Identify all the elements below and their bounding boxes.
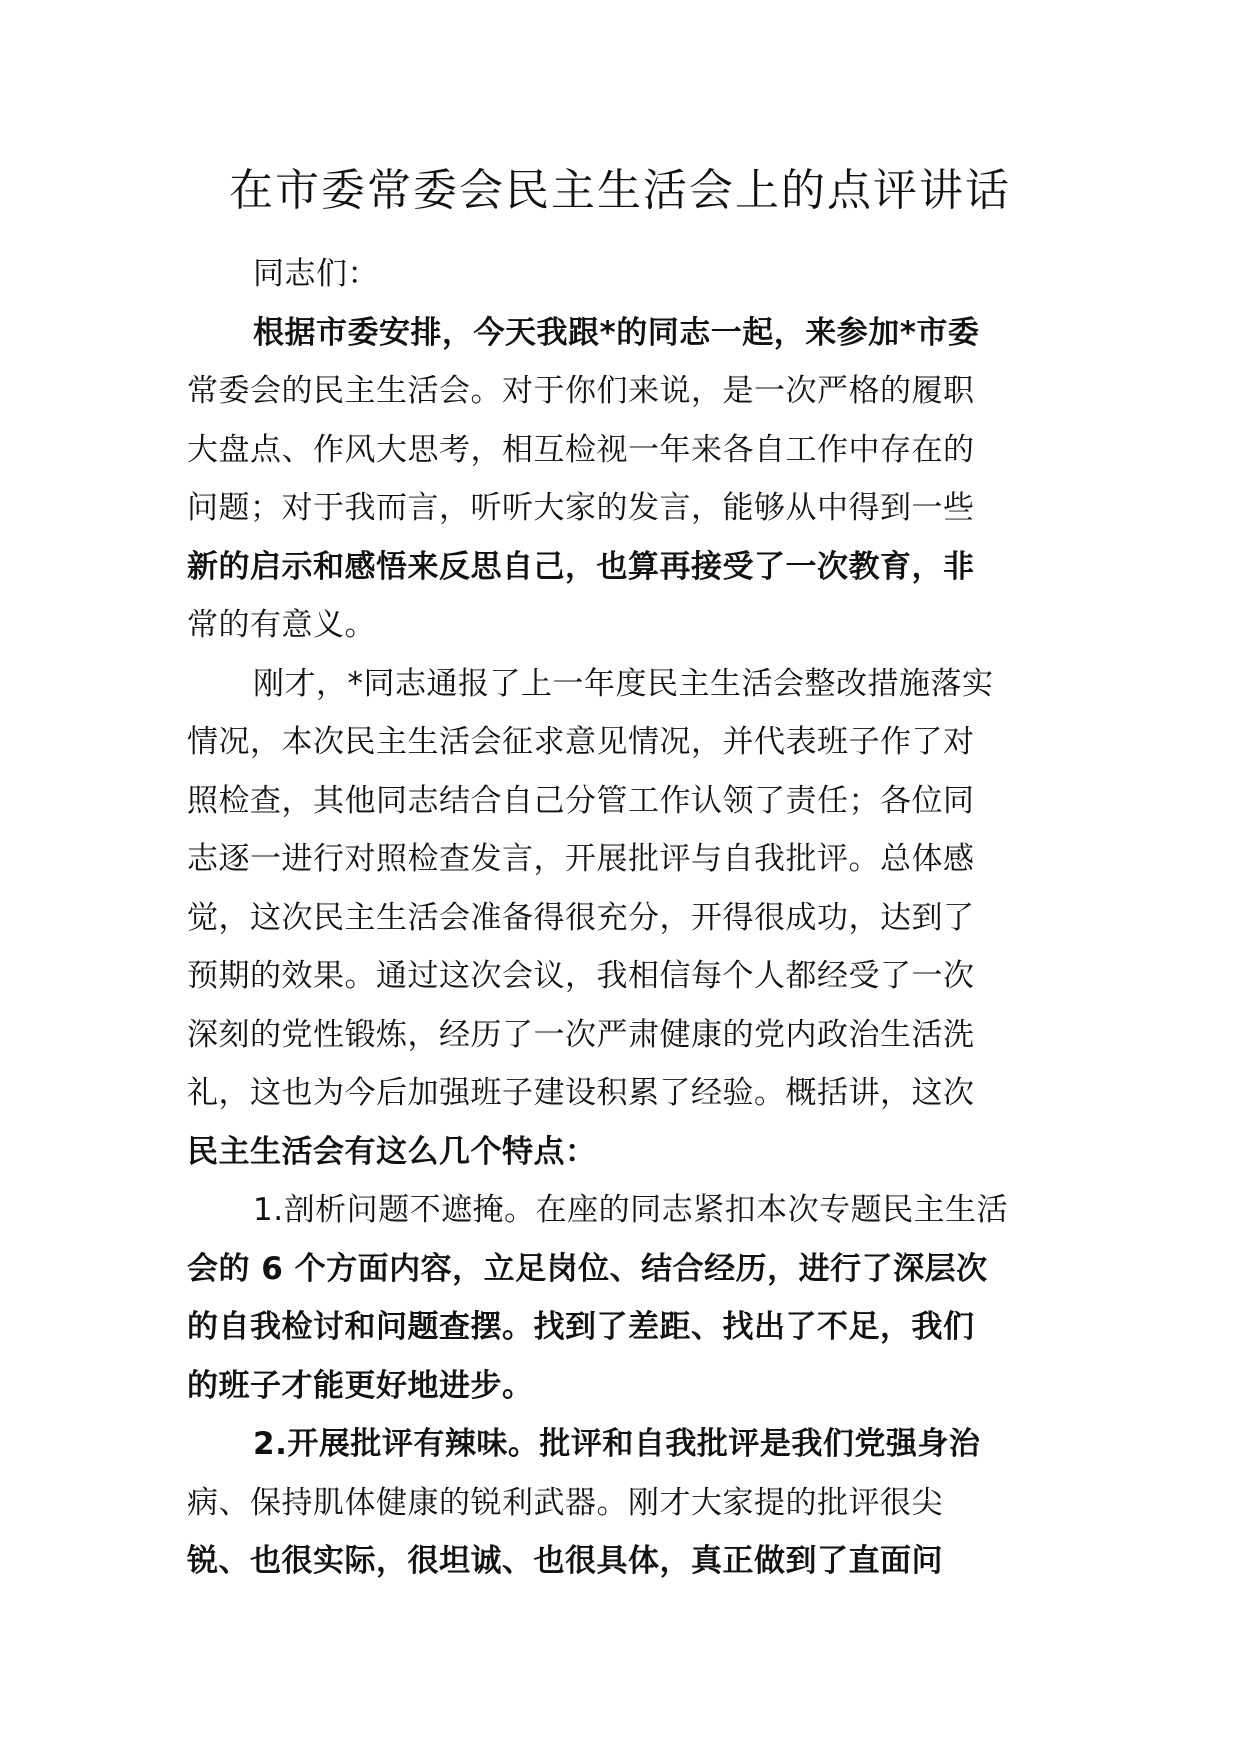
text-line: 预期的效果。通过这次会议，我相信每个人都经受了一次	[187, 958, 975, 994]
document-body	[187, 245, 1067, 1591]
text-line: 刚才，*同志通报了上一年度民主生活会整改措施落实	[253, 665, 994, 702]
text-line: 常委会的民主生活会。对于你们来说，是一次严格的履职	[187, 373, 975, 409]
text-line: 会的 6 个方面内容，立足岗位、结合经历，进行了深层次	[187, 1250, 988, 1287]
text-line: 情况，本次民主生活会征求意见情况，并代表班子作了对	[187, 724, 975, 760]
text-line: 新的启示和感悟来反思自己，也算再接受了一次教育，非	[187, 548, 975, 585]
text-line: 觉，这次民主生活会准备得很充分，开得很成功，达到了	[187, 899, 975, 936]
text-line: 1.剖析问题不遮掩。在座的同志紧扣本次专题民主生活	[253, 1192, 1009, 1228]
text-line: 深刻的党性锻炼，经历了一次严肃健康的党内政治生活洗	[187, 1016, 975, 1053]
text-line: 同志们：	[253, 256, 379, 292]
text-line: 志逐一进行对照检查发言，开展批评与自我批评。总体感	[187, 841, 975, 877]
text-line: 根据市委安排，今天我跟*的同志一起，来参加*市委	[253, 314, 980, 351]
document-title: 在市委常委会民主生活会上的点评讲话	[229, 165, 1011, 216]
text-line: 病、保持肌体健康的锐利武器。刚才大家提的批评很尖	[187, 1484, 943, 1521]
text-line: 常的有意义。	[187, 607, 376, 643]
text-line: 的自我检讨和问题查摆。找到了差距、找出了不足，我们	[187, 1309, 975, 1345]
text-line: 照检查，其他同志结合自己分管工作认领了责任；各位同	[187, 782, 975, 819]
text-line: 民主生活会有这么几个特点：	[187, 1133, 597, 1170]
text-line: 大盘点、作风大思考，相互检视一年来各自工作中存在的	[187, 431, 975, 468]
text-line: 问题；对于我而言，听听大家的发言，能够从中得到一些	[187, 490, 975, 526]
text-line: 2.开展批评有辣味。批评和自我批评是我们党强身治	[253, 1426, 981, 1462]
text-line: 锐、也很实际，很坦诚、也很具体，真正做到了直面问	[187, 1543, 943, 1579]
text-line: 礼，这也为今后加强班子建设积累了经验。概括讲，这次	[187, 1075, 975, 1111]
text-line: 的班子才能更好地进步。	[187, 1367, 534, 1404]
